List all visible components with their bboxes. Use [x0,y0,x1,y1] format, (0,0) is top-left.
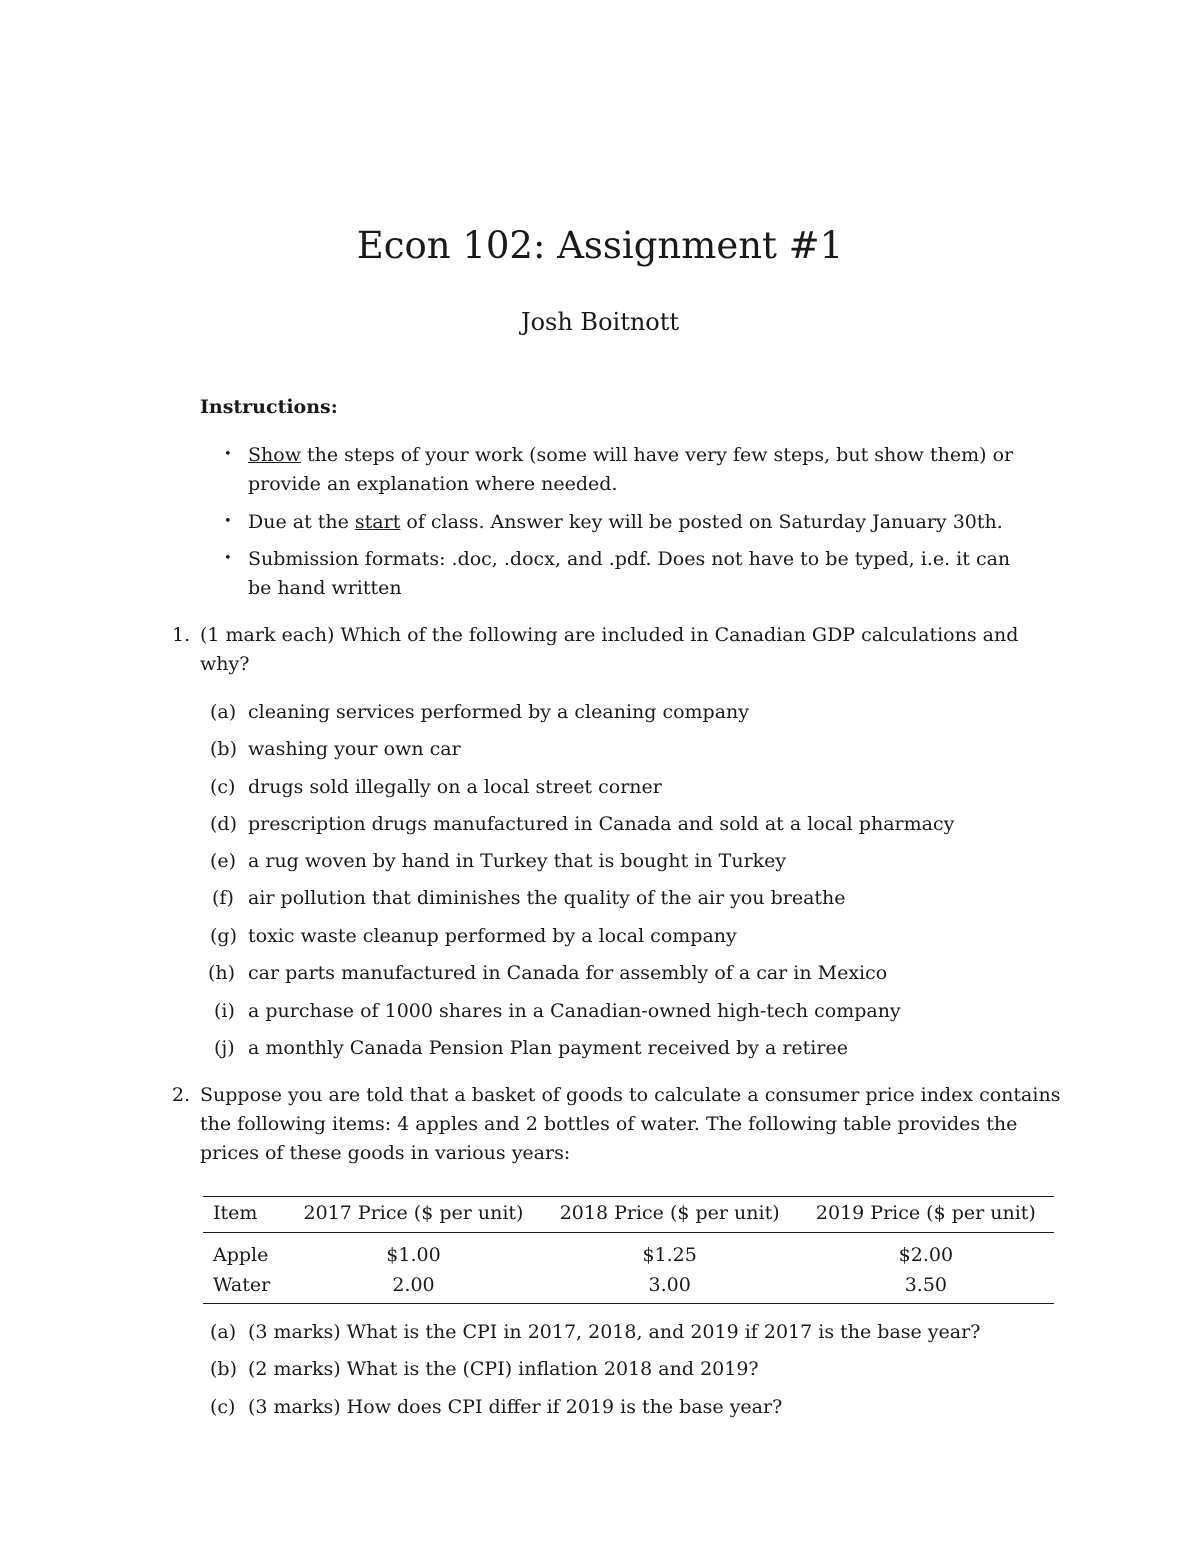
column-header: 2017 Price ($ per unit) [285,1197,541,1233]
question-text: prices of these goods in various years: [200,1142,571,1164]
column-header: Item [203,1197,285,1233]
column-header: 2019 Price ($ per unit) [798,1197,1054,1233]
table-cell: $1.25 [642,1244,697,1266]
instruction-text: the steps of your work (some will have very few steps, but show them) or [300,444,1014,466]
part-text: toxic waste cleanup performed by a local company [248,925,737,947]
part-text: a purchase of 1000 shares in a Canadian-owned high-tech company [248,1000,901,1022]
instruction-continuation: be hand written [248,577,402,599]
part-label: (j) [214,1037,235,1059]
part-label: (c) [210,776,236,798]
part-text: a monthly Canada Pension Plan payment received by a retiree [248,1037,848,1059]
part-label: (g) [210,925,237,947]
part-label: (h) [208,962,236,984]
instruction-item [248,441,1013,470]
question-text: Suppose you are told that a basket of goods to calculate a consumer price index contains [200,1084,1061,1106]
part-label: (a) [210,701,237,723]
question-text: the following items: 4 apples and 2 bottles of water. The following table provides the [200,1113,1018,1135]
part-label: (d) [210,813,237,835]
part-text: a rug woven by hand in Turkey that is bought in Turkey [248,850,787,872]
part-text: car parts manufactured in Canada for assembly of a car in Mexico [248,962,888,984]
bullet-icon: • [224,551,232,566]
table-cell: $2.00 [898,1244,954,1266]
price-table [203,1196,1054,1304]
part-label: (f) [212,887,234,909]
question-text: why? [200,653,250,675]
question-text: (1 mark each) Which of the following are included in Canadian GDP calculations and [200,624,1019,646]
underlined-word: start [354,511,401,533]
table-row [203,1269,1054,1304]
question-number: 1. [172,624,191,646]
part-text: (3 marks) How does CPI differ if 2019 is the base year? [248,1396,783,1418]
table-cell: $1.00 [386,1244,441,1266]
instruction-item [248,508,1003,537]
instructions-heading: Instructions: [200,396,338,418]
table-cell: 3.00 [648,1274,691,1296]
part-text: (3 marks) What is the CPI in 2017, 2018, and 2019 if 2017 is the base year? [248,1321,981,1343]
instruction-item: Submission formats: .doc, .docx, and .pdf. Does not have to be typed, i.e. it can [248,548,1011,570]
table-cell: Water [213,1274,271,1296]
document-title: Econ 102: Assignment #1 [356,224,844,267]
bullet-icon: • [224,514,232,529]
instruction-text: Due at the [248,511,355,533]
part-label: (a) [210,1321,237,1343]
instruction-continuation: provide an explanation where needed. [248,473,618,495]
table-cell: 3.50 [904,1274,948,1296]
bullet-icon: • [224,447,232,462]
part-label: (b) [210,1358,237,1380]
table-header-row [203,1197,1054,1233]
part-text: air pollution that diminishes the quality of the air you breathe [248,887,846,909]
question-number: 2. [172,1084,191,1106]
table-row [203,1233,1054,1270]
table-cell: 2.00 [392,1274,435,1296]
part-text: washing your own car [248,738,461,760]
part-text: drugs sold illegally on a local street corner [248,776,662,798]
column-header: 2018 Price ($ per unit) [542,1197,798,1233]
part-label: (b) [210,738,237,760]
part-text: cleaning services performed by a cleaning company [248,701,750,723]
instruction-text: of class. Answer key will be posted on Saturday January 30th. [400,511,1003,533]
part-text: prescription drugs manufactured in Canada and sold at a local pharmacy [248,813,955,835]
part-label: (i) [214,1000,235,1022]
part-label: (e) [210,850,237,872]
author-name: Josh Boitnott [520,308,680,336]
part-text: (2 marks) What is the (CPI) inflation 2018 and 2019? [248,1358,759,1380]
underlined-word: Show [248,444,301,466]
part-label: (c) [210,1396,236,1418]
table-cell: Apple [213,1244,269,1266]
